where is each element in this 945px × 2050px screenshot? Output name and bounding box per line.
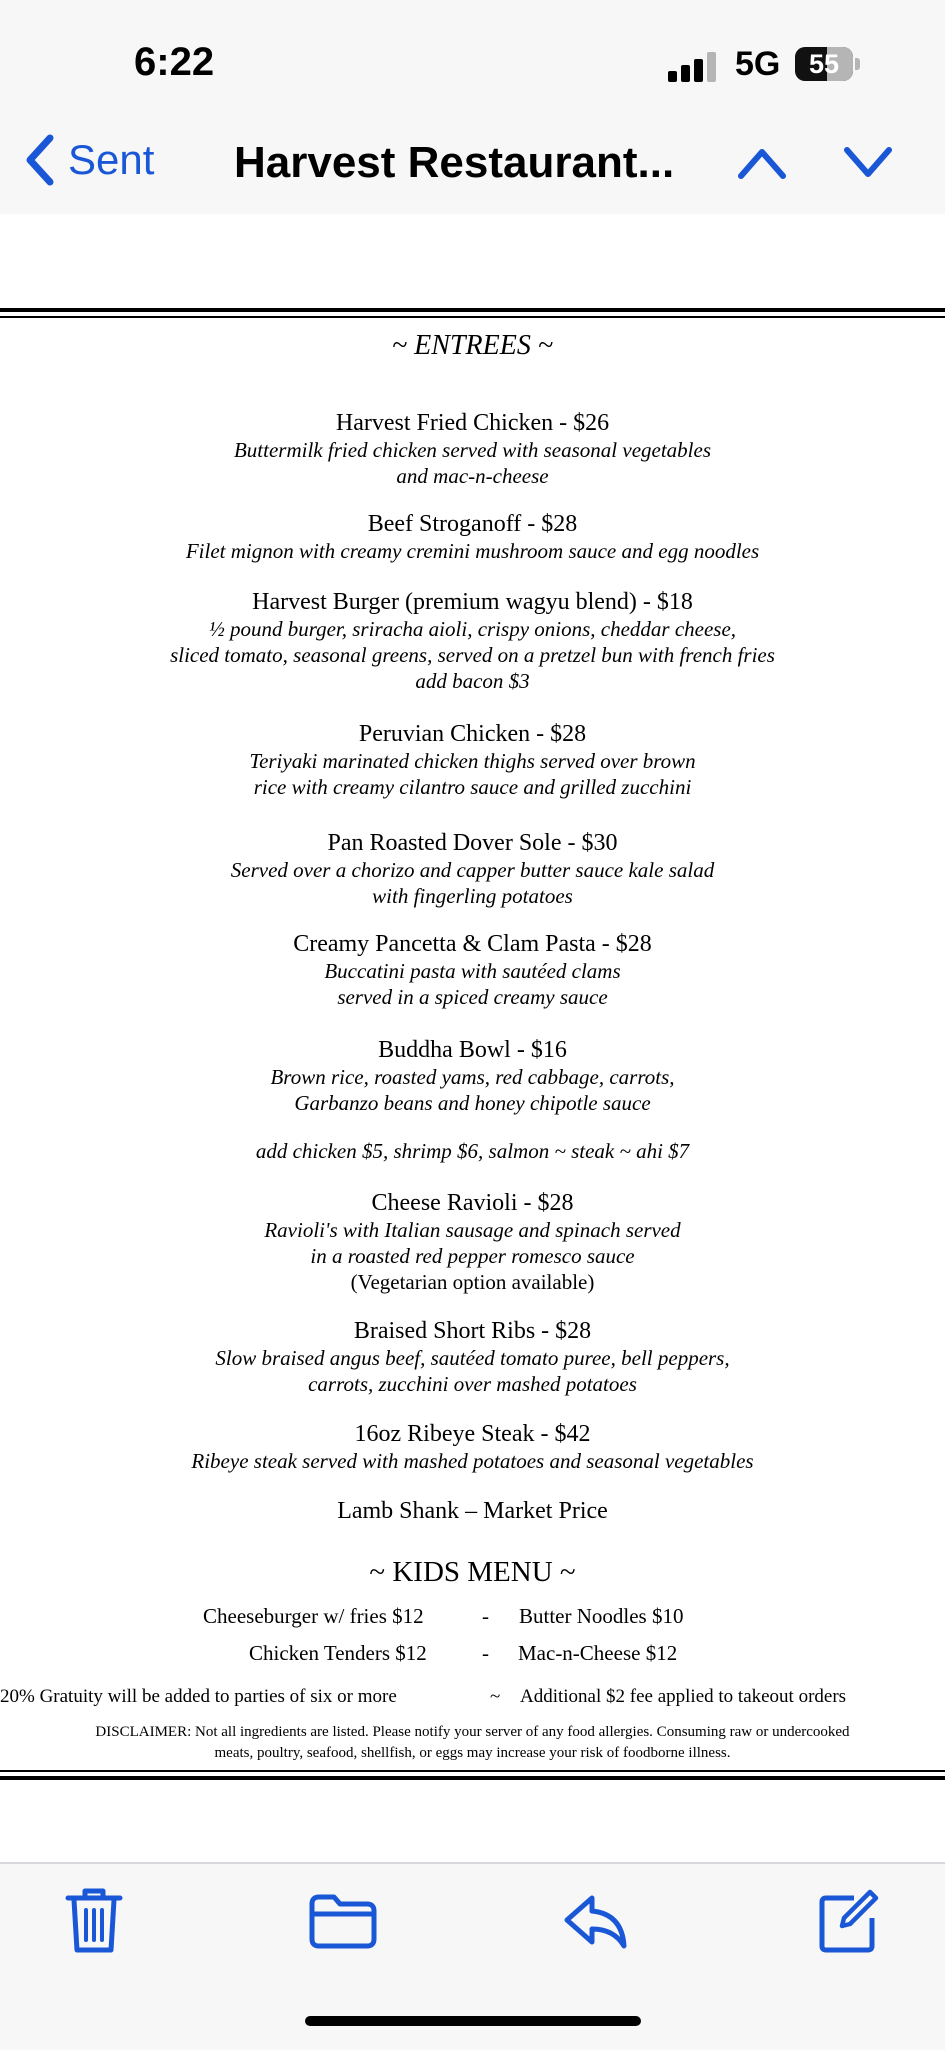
kids-separator: - (482, 1641, 489, 1665)
nav-bar (0, 120, 945, 216)
signal-icon (668, 52, 720, 82)
kids-item: Chicken Tenders $12 (249, 1641, 427, 1665)
entree-description: Served over a chorizo and capper butter sauce kale salad (230, 858, 715, 882)
entree-item (0, 510, 945, 564)
entree-item (0, 409, 945, 489)
disclaimer-line: meats, poultry, seafood, shellfish, or eggs may increase your risk of foodborne illness. (214, 1745, 731, 1761)
entree-item (0, 829, 945, 909)
entree-name: Cheese Ravioli - $28 (371, 1190, 574, 1216)
entree-description: carrots, zucchini over mashed potatoes (308, 1372, 637, 1396)
entree-description: served in a spiced creamy sauce (337, 985, 608, 1009)
status-time: 6:22 (134, 40, 215, 84)
entree-description: in a roasted red pepper romesco sauce (310, 1244, 635, 1268)
compose-icon (818, 1888, 880, 1954)
entree-description: rice with creamy cilantro sauce and grilled zucchini (253, 775, 692, 799)
gratuity-note: 20% Gratuity will be added to parties of six or more (0, 1686, 397, 1707)
battery-level: 55 (808, 49, 840, 79)
note-separator: ~ (490, 1686, 501, 1707)
entrees-heading: ~ ENTREES ~ (392, 330, 553, 361)
entree-item (0, 1497, 945, 1525)
entree-description: add chicken $5, shrimp $6, salmon ~ steak ~ ahi $7 (255, 1139, 690, 1163)
entree-item (0, 1138, 945, 1164)
move-to-folder-button[interactable] (308, 1892, 378, 1955)
page-title: Harvest Restaurant... (234, 138, 675, 187)
entree-description: Brown rice, roasted yams, red cabbage, carrots, (270, 1065, 675, 1089)
entree-name: Lamb Shank – Market Price (337, 1498, 608, 1524)
bottom-rule-thin (0, 1770, 945, 1772)
menu-image (0, 214, 945, 1864)
kids-menu-heading: ~ KIDS MENU ~ (369, 1556, 576, 1588)
entree-description: ½ pound burger, sriracha aioli, crispy onions, cheddar cheese, (208, 617, 737, 641)
previous-message-button[interactable] (736, 142, 788, 187)
entree-name: Harvest Burger (premium wagyu blend) - $18 (252, 589, 693, 615)
entree-description: Teriyaki marinated chicken thighs served over brown (249, 749, 696, 773)
entree-item (0, 930, 945, 1010)
entree-item (0, 1420, 945, 1474)
entree-name: Creamy Pancetta & Clam Pasta - $28 (293, 931, 652, 957)
entree-item (0, 1317, 945, 1397)
entree-name: Braised Short Ribs - $28 (353, 1318, 592, 1344)
entree-item (0, 720, 945, 800)
entree-name: Beef Stroganoff - $28 (367, 511, 578, 537)
entree-description: with fingerling potatoes (372, 884, 573, 908)
chevron-down-icon (842, 142, 894, 182)
entree-description: Ravioli's with Italian sausage and spinach served (264, 1218, 681, 1242)
entree-description: Slow braised angus beef, sautéed tomato puree, bell peppers, (215, 1346, 730, 1370)
battery-icon (795, 47, 861, 81)
chevron-left-icon (24, 134, 54, 186)
entree-note: (Vegetarian option available) (350, 1270, 595, 1294)
entree-item (0, 1189, 945, 1295)
kids-separator: - (482, 1604, 489, 1628)
back-label: Sent (68, 136, 155, 183)
compose-button[interactable] (818, 1888, 880, 1959)
disclaimer-line: DISCLAIMER: Not all ingredients are listed. Please notify your server of any food allergies. Consuming raw or undercooked (95, 1724, 850, 1740)
takeout-note: Additional $2 fee applied to takeout orders (520, 1686, 847, 1707)
entree-item (0, 588, 945, 694)
home-indicator (305, 2016, 641, 2026)
entree-description: Buccatini pasta with sautéed clams (324, 959, 621, 983)
entree-description: and mac-n-cheese (396, 464, 549, 488)
trash-icon (64, 1886, 124, 1956)
reply-button[interactable] (562, 1892, 630, 1957)
entree-description: Garbanzo beans and honey chipotle sauce (294, 1091, 651, 1115)
kids-item: Butter Noodles $10 (519, 1604, 684, 1628)
entree-name: Peruvian Chicken - $28 (358, 721, 587, 747)
chevron-up-icon (736, 142, 788, 182)
top-rule-thick (0, 308, 945, 312)
entree-description: Filet mignon with creamy cremini mushroom sauce and egg noodles (185, 539, 760, 563)
entree-name: 16oz Ribeye Steak - $42 (354, 1421, 591, 1447)
entree-name: Pan Roasted Dover Sole - $30 (327, 830, 618, 856)
entree-name: Buddha Bowl - $16 (378, 1037, 567, 1063)
delete-button[interactable] (64, 1886, 124, 1961)
status-bar (0, 0, 945, 120)
next-message-button[interactable] (842, 142, 894, 187)
back-button[interactable] (24, 130, 154, 190)
entree-item (0, 1036, 945, 1116)
entree-name: Harvest Fried Chicken - $26 (335, 410, 610, 436)
reply-icon (562, 1892, 630, 1952)
kids-item: Cheeseburger w/ fries $12 (203, 1604, 424, 1628)
entree-description: Ribeye steak served with mashed potatoes and seasonal vegetables (191, 1449, 754, 1473)
entree-description: add bacon $3 (415, 669, 530, 693)
entree-description: Buttermilk fried chicken served with seasonal vegetables (233, 438, 712, 462)
network-label: 5G (735, 45, 781, 83)
entree-description: sliced tomato, seasonal greens, served on a pretzel bun with french fries (170, 643, 775, 667)
kids-item: Mac-n-Cheese $12 (518, 1641, 678, 1665)
folder-icon (308, 1892, 378, 1950)
bottom-rule-thick (0, 1776, 945, 1780)
top-rule-thin (0, 316, 945, 318)
